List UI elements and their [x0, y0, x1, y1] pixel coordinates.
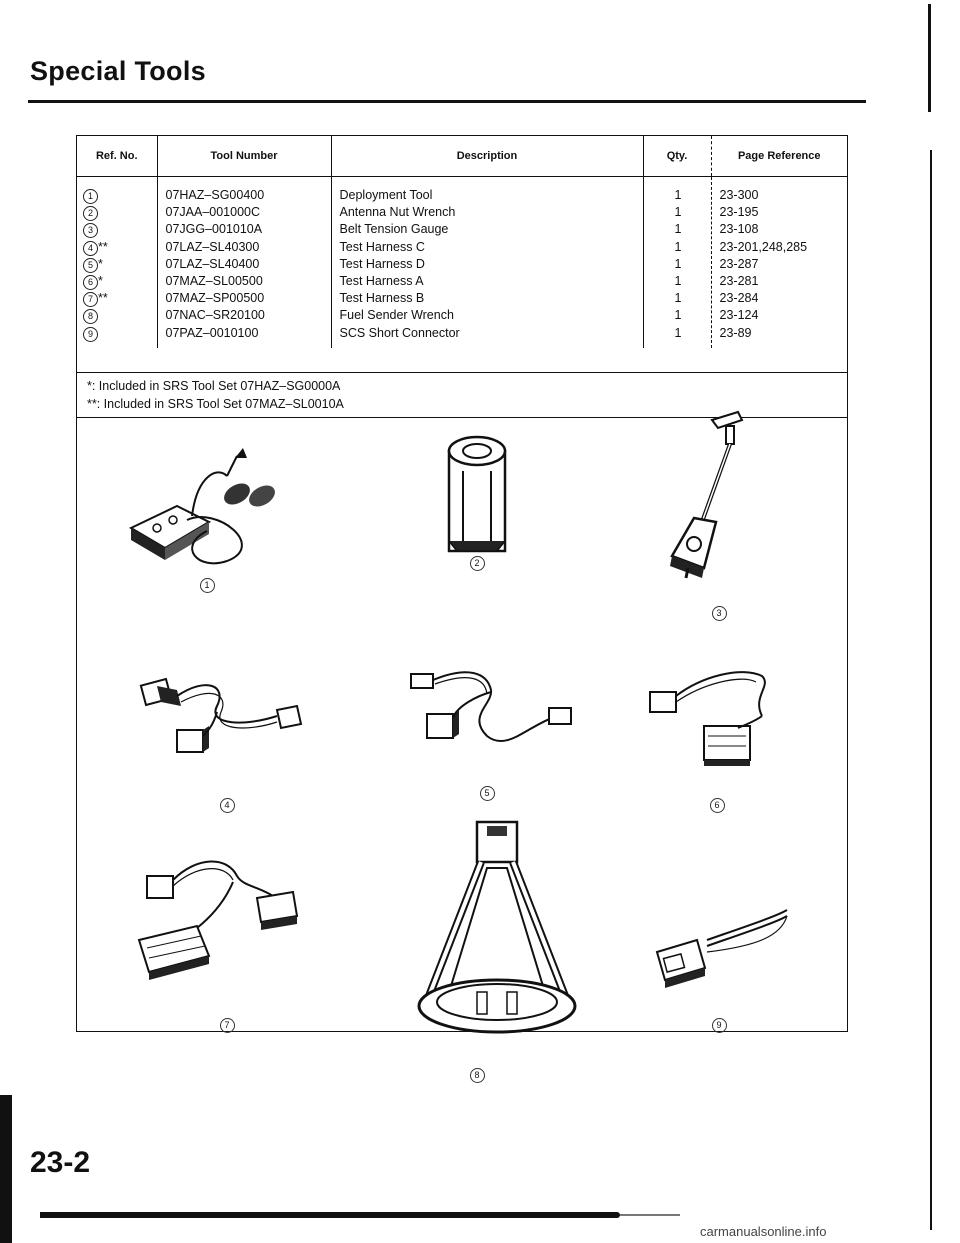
page-reference: 23-124	[719, 308, 759, 323]
deployment-tool-icon	[117, 436, 297, 576]
tool-description: Deployment Tool	[339, 188, 433, 202]
ref-no-column	[77, 177, 157, 348]
illustration-callout: 9	[709, 1016, 729, 1033]
bottom-rule-tail	[620, 1214, 680, 1216]
header-page-reference: Page Reference	[711, 136, 847, 177]
special-tools-table	[77, 136, 847, 348]
page-title: Special Tools	[30, 56, 206, 86]
watermark: carmanualsonline.info	[700, 1224, 827, 1239]
header-qty: Qty.	[643, 136, 711, 177]
tool-description: Test Harness C	[339, 239, 425, 254]
illustration-callout: 8	[467, 1066, 487, 1083]
illustration-callout: 2	[467, 554, 487, 571]
header-ref-no: Ref. No.	[77, 136, 157, 177]
ref-circle: 6	[83, 275, 98, 290]
description-column	[331, 177, 643, 348]
footnote-single-star: *: Included in SRS Tool Set 07HAZ–SG0000A	[87, 379, 341, 393]
test-harness-c-icon	[137, 666, 307, 766]
ref-entry	[83, 204, 151, 221]
ref-mark: *	[98, 256, 103, 271]
page-reference: 23-284	[719, 291, 759, 306]
tool-qty: 1	[674, 308, 682, 323]
page-edge-bar-top	[928, 4, 931, 112]
page-reference: 23-201,248,285	[719, 239, 808, 254]
ref-circle: 2	[83, 206, 98, 221]
test-harness-a-icon	[642, 656, 782, 776]
tool-qty: 1	[674, 188, 682, 202]
test-harness-d-icon	[407, 656, 587, 756]
illustration-callout: 3	[709, 604, 729, 621]
page-reference-column	[711, 177, 847, 348]
page-edge-block	[0, 1095, 12, 1243]
page-edge-bar-bottom	[930, 150, 932, 1230]
tool-qty: 1	[674, 274, 682, 289]
ref-circle: 5	[83, 258, 98, 273]
page-reference: 23-300	[719, 188, 759, 202]
ref-entry	[83, 256, 151, 273]
page-reference: 23-287	[719, 256, 759, 271]
illustration-callout: 6	[707, 796, 727, 813]
ref-circle: 9	[83, 327, 98, 342]
tool-qty: 1	[674, 291, 682, 306]
tool-description: Fuel Sender Wrench	[339, 308, 454, 323]
fuel-sender-wrench-icon	[407, 816, 587, 1046]
header-description: Description	[331, 136, 643, 177]
tool-description: Test Harness B	[339, 291, 425, 306]
tool-number: 07JGG–001010A	[165, 222, 263, 237]
ref-mark: *	[98, 273, 103, 288]
page-reference: 23-108	[719, 222, 759, 237]
ref-circle: 8	[83, 309, 98, 324]
tool-qty: 1	[674, 239, 682, 254]
footnote-double-star: **: Included in SRS Tool Set 07MAZ–SL0010A	[87, 397, 344, 411]
tool-description: Belt Tension Gauge	[339, 222, 449, 237]
tool-qty: 1	[674, 205, 682, 220]
ref-circle: 7	[83, 292, 98, 307]
tool-description: Test Harness A	[339, 274, 424, 289]
ref-entry	[83, 307, 151, 324]
qty-column	[643, 177, 711, 348]
tool-number: 07PAZ–0010100	[165, 325, 259, 340]
ref-entry	[83, 273, 151, 290]
page-number: 23-2	[30, 1146, 91, 1179]
tool-number: 07LAZ–SL40300	[165, 239, 260, 254]
ref-entry	[83, 325, 151, 342]
scs-short-connector-icon	[647, 896, 797, 996]
tool-qty: 1	[674, 222, 682, 237]
tool-number-column	[157, 177, 331, 348]
illustration-callout: 7	[217, 1016, 237, 1033]
ref-entry	[83, 221, 151, 238]
tool-number: 07NAC–SR20100	[165, 308, 265, 323]
ref-circle: 1	[83, 189, 98, 204]
ref-entry	[83, 239, 151, 256]
tool-description: SCS Short Connector	[339, 325, 460, 340]
ref-entry	[83, 187, 151, 204]
illustration-callout: 1	[197, 576, 217, 593]
bottom-rule	[40, 1212, 620, 1218]
tool-number: 07LAZ–SL40400	[165, 256, 260, 271]
page-reference: 23-89	[719, 325, 752, 340]
antenna-nut-wrench-icon	[437, 431, 517, 561]
illustration-callout: 4	[217, 796, 237, 813]
special-tools-frame	[76, 135, 848, 1080]
belt-tension-gauge-icon	[642, 406, 762, 586]
ref-circle: 4	[83, 241, 98, 256]
tool-qty: 1	[674, 325, 682, 340]
tool-number: 07MAZ–SL00500	[165, 274, 263, 289]
table-body-row	[77, 177, 847, 348]
tool-number: 07JAA–001000C	[165, 205, 261, 220]
tool-description: Test Harness D	[339, 256, 425, 271]
tool-number: 07MAZ–SP00500	[165, 291, 265, 306]
ref-mark: **	[98, 239, 108, 254]
ref-mark: **	[98, 291, 108, 306]
tool-number: 07HAZ–SG00400	[165, 188, 265, 202]
test-harness-b-icon	[127, 856, 317, 996]
page-reference: 23-195	[719, 205, 759, 220]
ref-entry	[83, 290, 151, 307]
table-header-row	[77, 136, 847, 177]
title-rule	[28, 100, 866, 103]
tool-qty: 1	[674, 256, 682, 271]
tool-description: Antenna Nut Wrench	[339, 205, 456, 220]
ref-circle: 3	[83, 223, 98, 238]
illustration-callout: 5	[477, 784, 497, 801]
header-tool-number: Tool Number	[157, 136, 331, 177]
page-reference: 23-281	[719, 274, 759, 289]
